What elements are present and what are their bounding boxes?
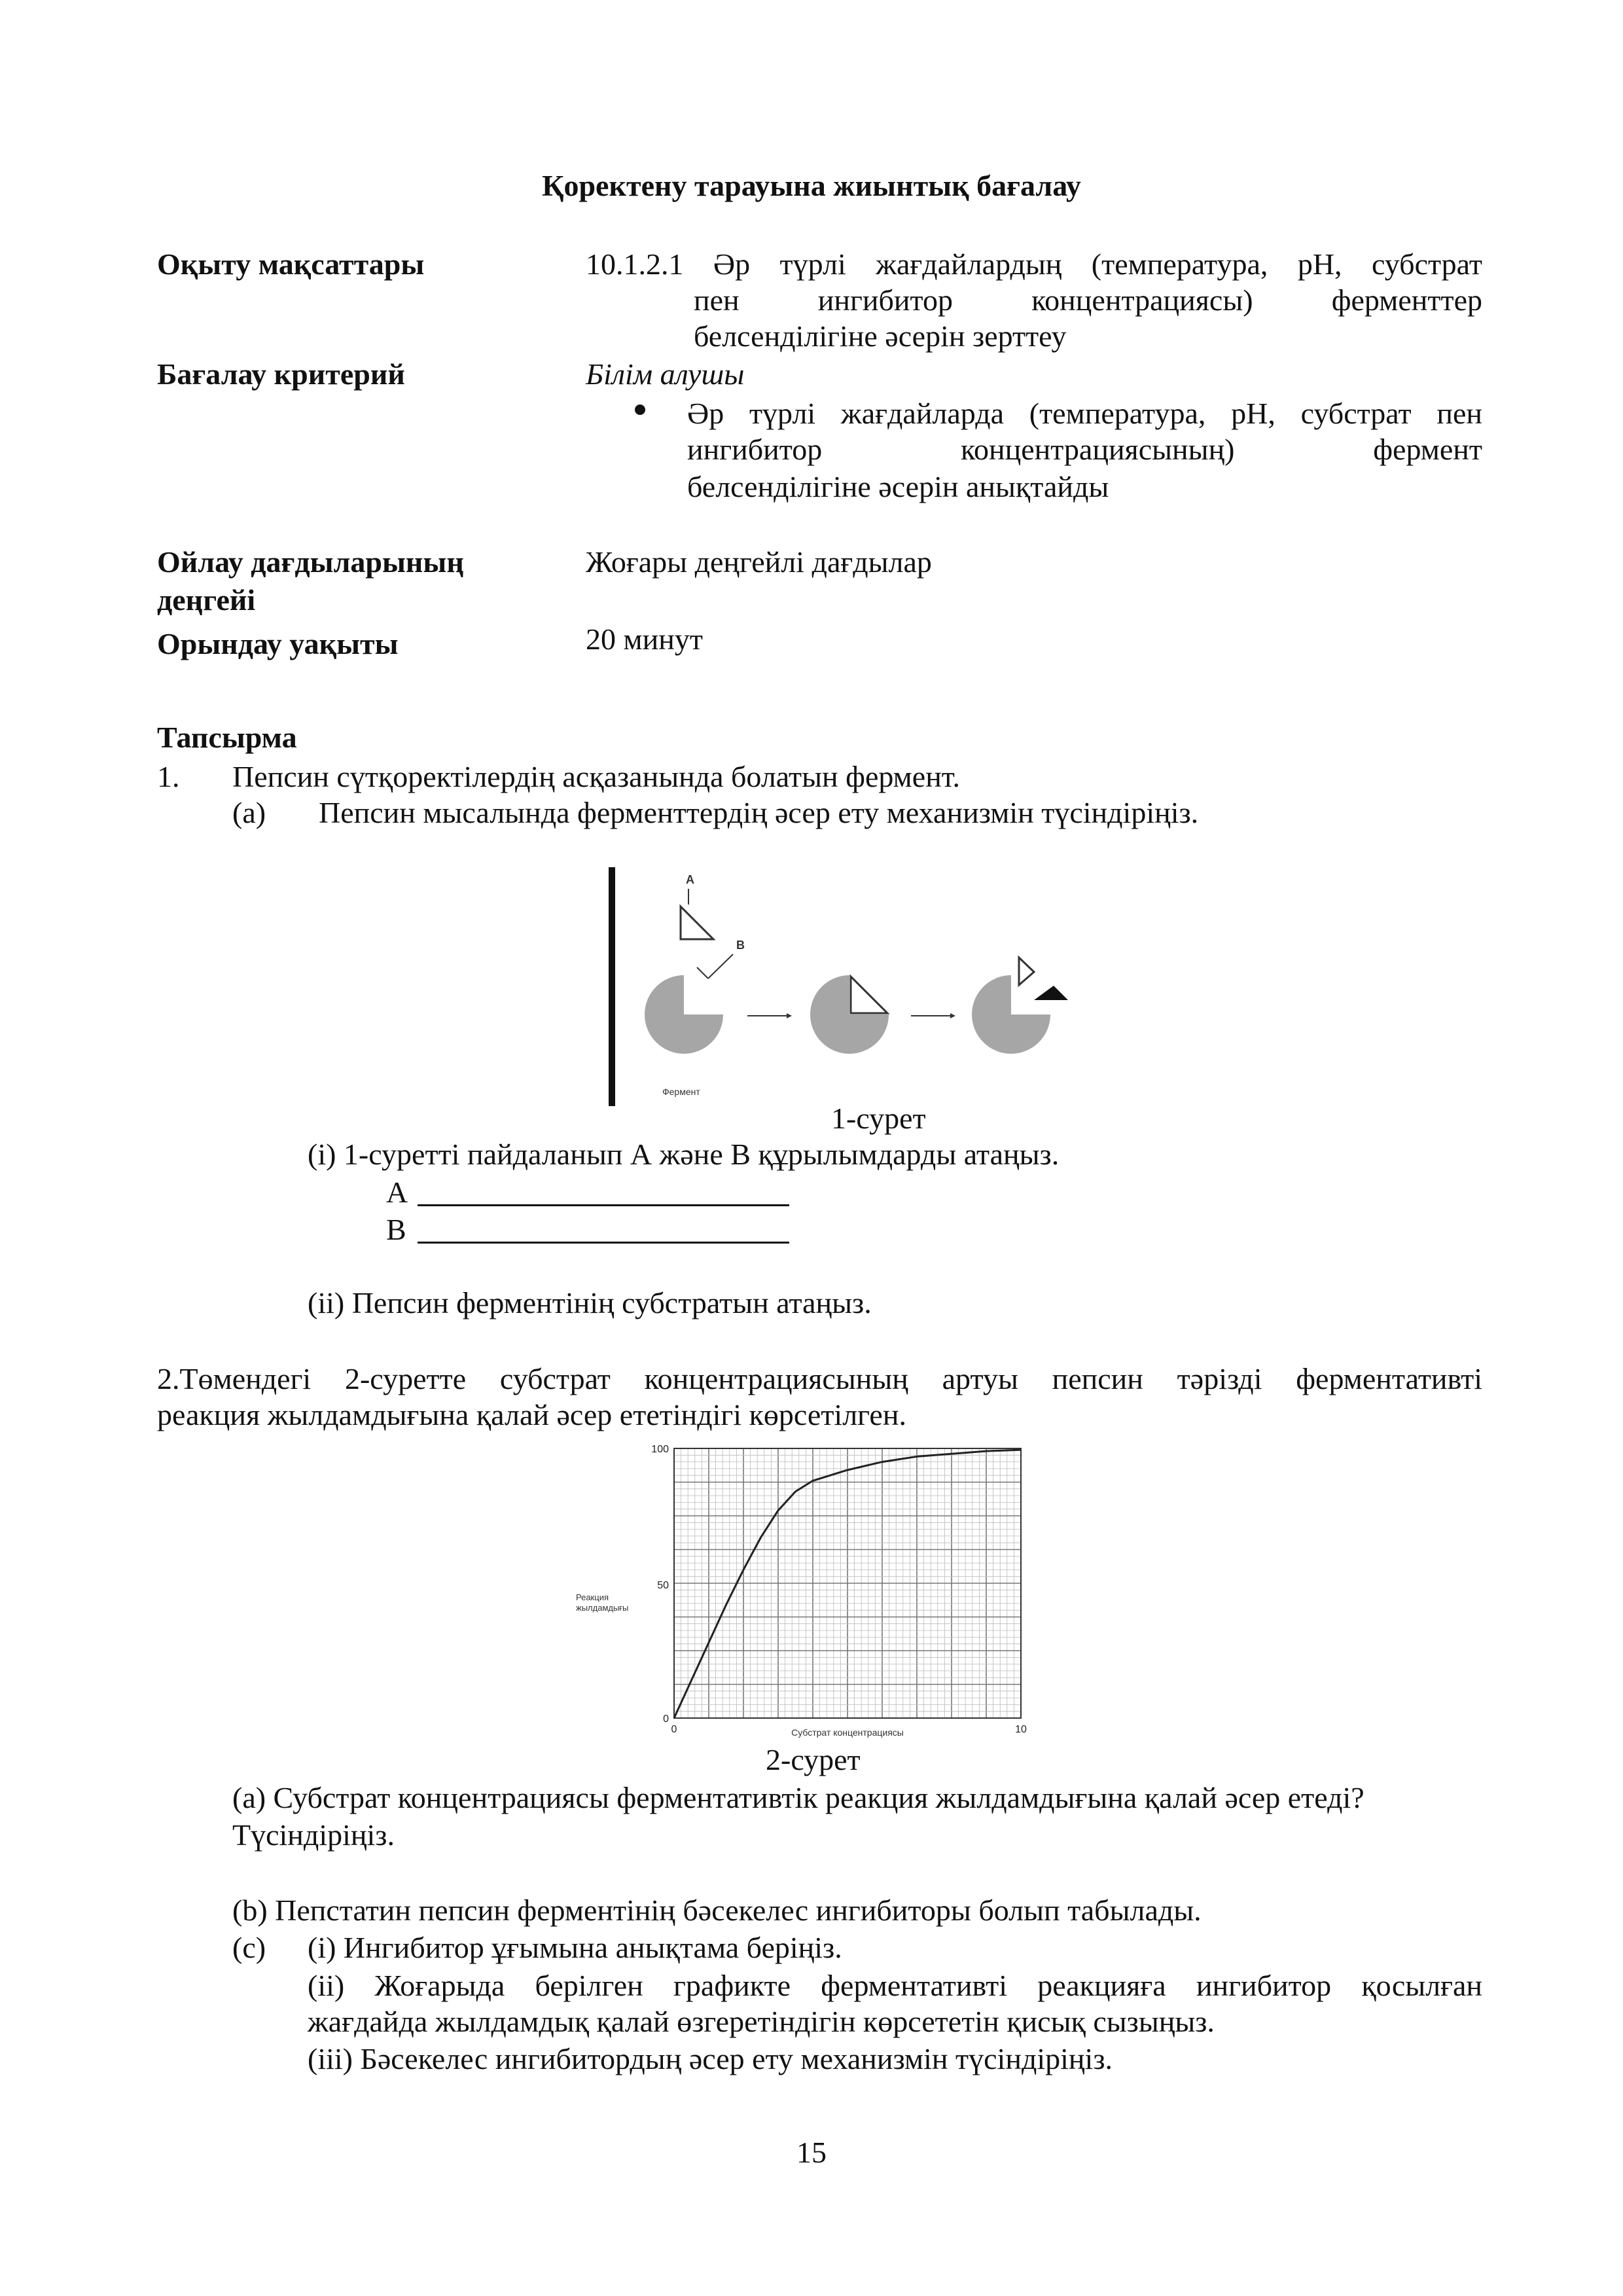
chart-x-tick-10: 10 <box>1015 1724 1027 1735</box>
q2-a-line1: (a) Субстрат концентрациясы ферментативтік реакция жылдамдығына қалай әсер етеді? <box>232 1781 1364 1814</box>
answer-b-input[interactable] <box>418 1242 789 1244</box>
q2-c-ii-line1: (ii) Жоғарыда берілген графикте ферментативті реакцияға ингибитор қосылған <box>308 1969 1482 2002</box>
enzyme-2-icon <box>810 975 889 1054</box>
bound-substrate-icon <box>851 977 887 1013</box>
enzyme-1-icon <box>645 975 723 1054</box>
q1-a-label: (a) <box>232 796 266 829</box>
figure-2-caption: 2-сурет <box>766 1743 861 1776</box>
chart-y-axis-label-part: Реакция <box>576 1592 609 1602</box>
objectives-label: Оқыту мақсаттары <box>157 247 425 281</box>
page-number: 15 <box>796 2136 827 2169</box>
q2-c-iii: (iii) Бәсекелес ингибитордың әсер ету механизмін түсіндіріңіз. <box>308 2042 1113 2075</box>
q1-number: 1. <box>157 760 180 793</box>
figure-2-chart <box>569 1437 1041 1744</box>
criteria-label: Бағалау критерий <box>157 357 405 391</box>
chart-y-tick-0: 0 <box>663 1713 669 1725</box>
q2-intro-line1: 2.Төмендегі 2-суретте субстрат концентрациясының артуы пепсин тәрізді ферментативті <box>157 1362 1482 1395</box>
objectives-line3: белсенділігіне әсерін зерттеу <box>694 319 1067 353</box>
figure-1-label-a: A <box>686 873 694 886</box>
q1-i-text: (i) 1-суретті пайдаланып А және В құрылымдарды атаңыз. <box>308 1138 1060 1171</box>
figure-1-label-b: B <box>736 939 745 952</box>
product-white-triangle-icon <box>1019 958 1034 985</box>
chart-y-tick-50: 50 <box>657 1580 669 1591</box>
figure-1-caption: 1-сурет <box>831 1102 926 1135</box>
page-title: Қоректену тарауына жиынтық бағалау <box>542 169 1081 202</box>
thinking-label-line1: Ойлау дағдыларының <box>157 545 464 579</box>
time-value: 20 минут <box>586 622 703 656</box>
q2-c-label: (c) <box>232 1931 266 1964</box>
q2-intro-line2: реакция жылдамдығына қалай әсер ететіндігі көрсетілген. <box>157 1398 906 1431</box>
figure-1-vertical-bar <box>609 867 615 1106</box>
chart-y-tick-100: 100 <box>651 1444 669 1455</box>
thinking-label-line2: деңгейі <box>157 583 256 617</box>
criteria-bullet-line1: Әр түрлі жағдайларда (температура, рН, субстрат пен <box>687 397 1482 430</box>
task-heading: Тапсырма <box>157 721 297 754</box>
chart-y-axis-label-part: жылдамдығы <box>576 1603 629 1613</box>
answer-a-input[interactable] <box>418 1204 789 1206</box>
figure-1-pointer-b <box>708 954 733 978</box>
objectives-line1: 10.1.2.1 Әр түрлі жағдайлардың (температура, рН, субстрат <box>586 247 1482 281</box>
answer-b-label: B <box>386 1213 406 1246</box>
product-black-triangle-icon <box>1034 986 1068 1000</box>
q2-c-ii-line2: жағдайда жылдамдық қалай өзгеретіндігін көрсететін қисық сызыңыз. <box>308 2005 1215 2038</box>
enzyme-3-icon <box>972 975 1050 1054</box>
chart-grid <box>674 1448 1021 1718</box>
q2-a-line2: Түсіндіріңіз. <box>232 1818 395 1852</box>
figure-1-enzyme-label: Фермент <box>662 1086 700 1097</box>
criteria-bullet-line3: белсенділігіне әсерін анықтайды <box>687 470 1109 503</box>
q1-ii-text: (ii) Пепсин ферментінің субстратын атаңыз. <box>308 1286 872 1319</box>
chart-x-axis-label: Субстрат концентрациясы <box>791 1727 904 1738</box>
q2-c-i: (i) Ингибитор ұғымына анықтама беріңіз. <box>308 1931 842 1964</box>
time-label: Орындау уақыты <box>157 627 399 660</box>
answer-a-label: A <box>386 1175 408 1209</box>
criteria-bullet-line2: ингибитор концентрациясының) фермент <box>687 433 1482 466</box>
thinking-value: Жоғары деңгейлі дағдылар <box>586 545 932 579</box>
figure-1-pointer-b2 <box>697 967 708 978</box>
objectives-line2: пен ингибитор концентрациясы) ферменттер <box>694 283 1482 317</box>
chart-y-axis-label <box>576 1592 628 1613</box>
bullet-dot-icon <box>635 404 645 415</box>
q1-a-text: Пепсин мысалында ферменттердің әсер ету механизмін түсіндіріңіз. <box>319 796 1199 829</box>
chart-x-tick-0: 0 <box>671 1724 677 1735</box>
q1-text: Пепсин сүтқоректілердің асқазанында болатын фермент. <box>232 760 960 793</box>
criteria-intro: Білім алушы <box>586 357 745 391</box>
figure-1-enzyme-diagram <box>602 864 1099 1113</box>
substrate-triangle-icon <box>681 906 713 939</box>
q2-b-text: (b) Пепстатин пепсин ферментінің бәсекелес ингибиторы болып табылады. <box>232 1893 1202 1927</box>
